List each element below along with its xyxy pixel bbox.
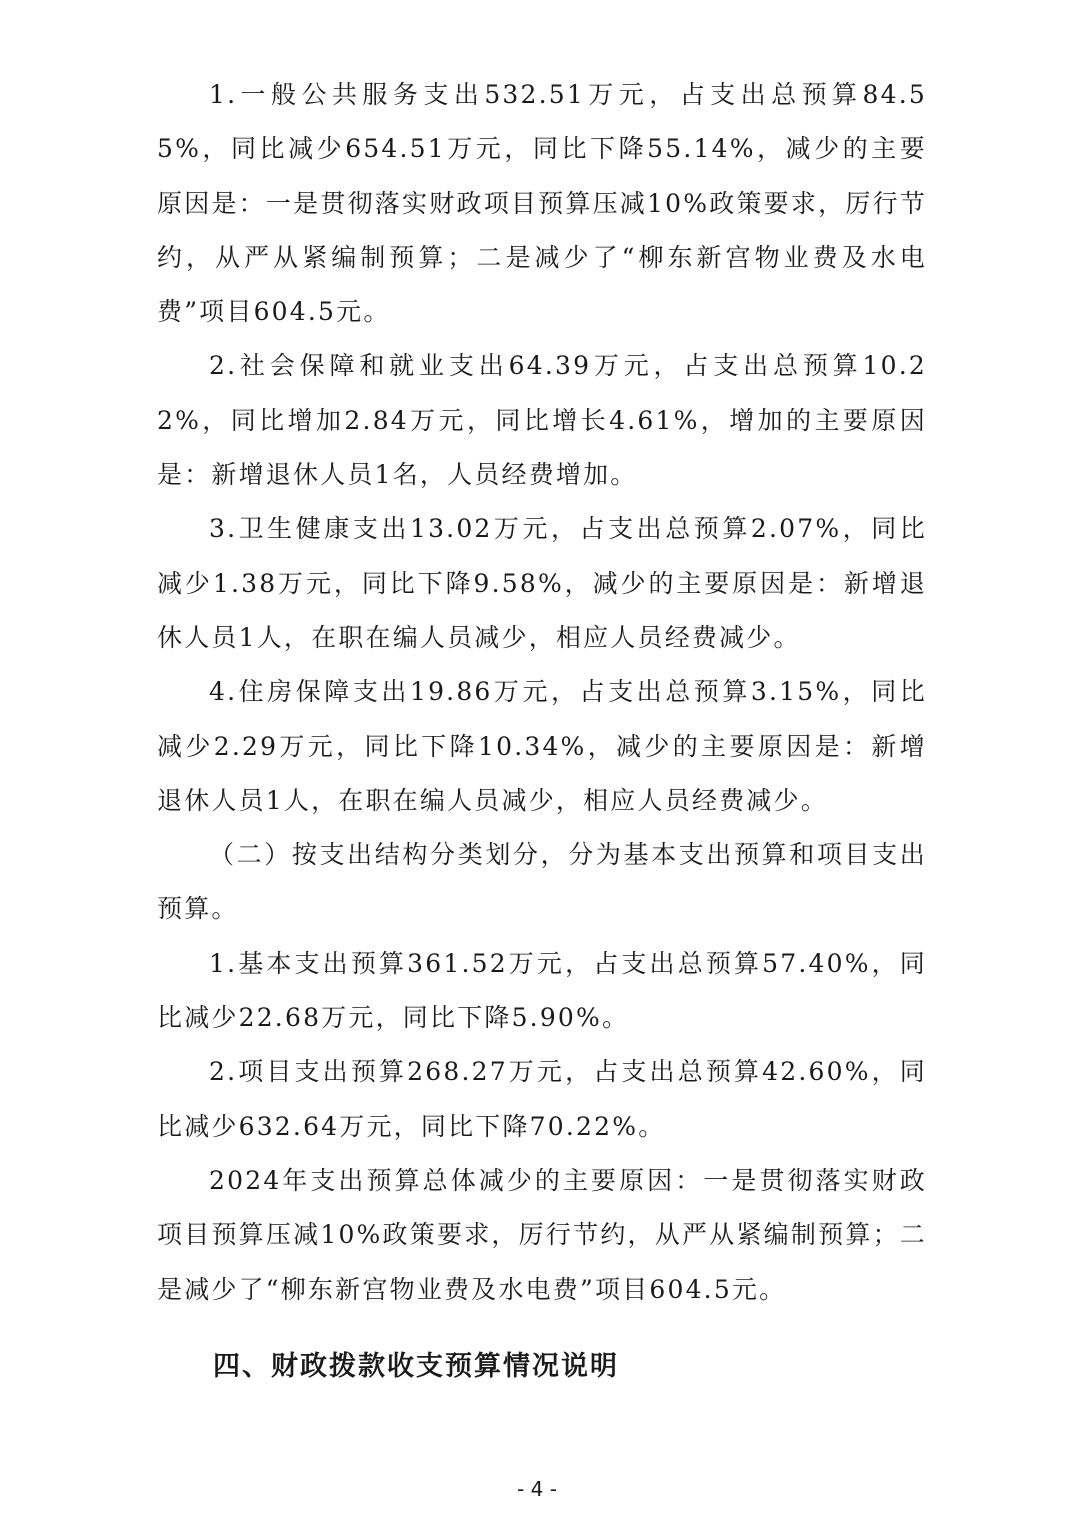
document-body: [157, 68, 927, 1394]
page-number: - 4 -: [517, 1477, 557, 1501]
paragraph-overall-reason: 2024年支出预算总体减少的主要原因：一是贯彻落实财政项目预算压减10%政策要求，厉行节约，从严从紧编制预算；二是减少了“柳东新宫物业费及水电费”项目604.5元。: [157, 1165, 927, 1304]
paragraph-social-security: 2.社会保障和就业支出64.39万元，占支出总预算10.22%，同比增加2.84万元，同比增长4.61%，增加的主要原因是：新增退休人员1名，人员经费增加。: [157, 351, 927, 490]
paragraph-general-public-services: 1.一般公共服务支出532.51万元，占支出总预算84.55%，同比减少654.51万元，同比下降55.14%，减少的主要原因是：一是贯彻落实财政项目预算压减10%政策要求，厉行节约，从严从紧编制预算；二是减少了“柳东新宫物业费及水电费”项目604.5元。: [157, 80, 927, 327]
paragraph-health: 3.卫生健康支出13.02万元，占支出总预算2.07%，同比减少1.38万元，同比下降9.58%，减少的主要原因是：新增退休人员1人，在职在编人员减少，相应人员经费减少。: [157, 514, 927, 652]
section-heading: 四、财政拨款收支预算情况说明: [213, 1350, 619, 1382]
paragraph-project-expenditure: 2.项目支出预算268.27万元，占支出总预算42.60%，同比减少632.64万元，同比下降70.22%。: [157, 1057, 927, 1141]
paragraph-basic-expenditure: 1.基本支出预算361.52万元，占支出总预算57.40%，同比减少22.68万元，同比下降5.90%。: [157, 948, 927, 1033]
paragraph-structure-classification: （二）按支出结构分类划分，分为基本支出预算和项目支出预算。: [157, 840, 927, 924]
paragraph-housing: 4.住房保障支出19.86万元，占支出总预算3.15%，同比减少2.29万元，同比下降10.34%，减少的主要原因是：新增退休人员1人，在职在编人员减少，相应人员经费减少。: [157, 677, 927, 815]
